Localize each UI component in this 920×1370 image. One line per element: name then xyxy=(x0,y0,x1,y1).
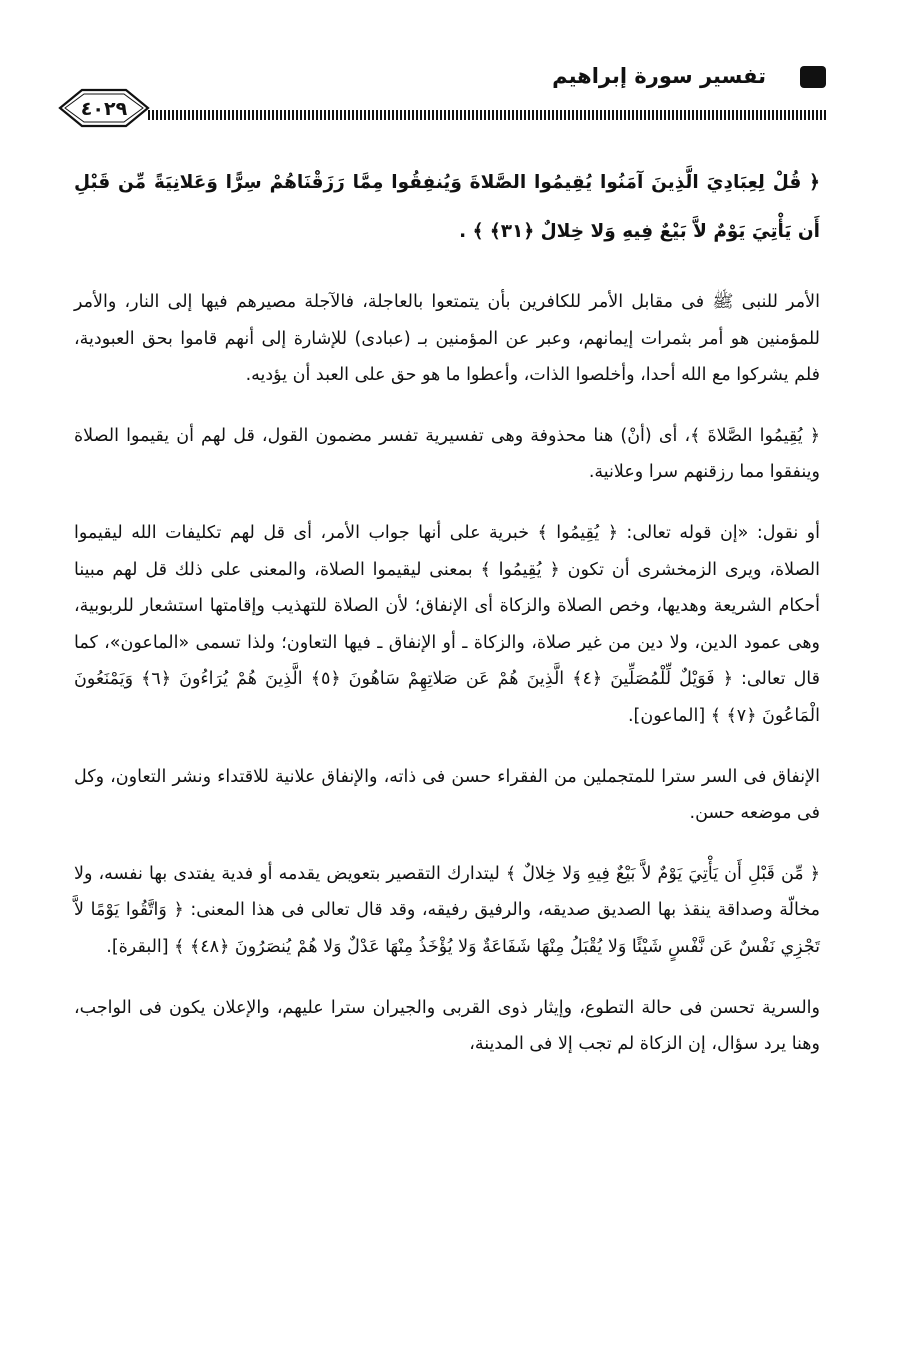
commentary-paragraph: والسرية تحسن فى حالة التطوع، وإيثار ذوى القربى والجيران سترا عليهم، والإعلان يكون فى الواجب، وهنا يرد سؤال، إن الزكاة لم تجب إلا فى المدينة، xyxy=(74,997,820,1055)
header-rule xyxy=(148,110,826,120)
page-number: ٤٠٢٩ xyxy=(80,98,128,120)
commentary-paragraph: ﴿ مِّن قَبْلِ أَن يَأْتِيَ يَوْمٌ لاَّ بَيْعٌ فِيهِ وَلا خِلالٌ ﴾ ليتدارك التقصير بتعويض يقدمه أو فدية يفتدى بها نفسه، ولا مخالّة وصداقة ينقذ بها الصديق صديقه، والرفيق رفيقه، وقد قال تعالى فى هذا المعنى: ﴿ وَاتَّقُوا يَوْمًا لاَّ تَجْزِي نَفْسٌ عَن نَّفْسٍ شَيْئًا وَلا يُقْبَلُ مِنْهَا شَفَاعَةٌ وَلا يُؤْخَذُ مِنْهَا عَدْلٌ وَلا هُمْ يُنصَرُونَ ﴿٤٨﴾ ﴾ [البقرة]. xyxy=(74,863,820,957)
running-title: تفسير سورة إبراهيم xyxy=(552,64,766,88)
commentary-paragraph: الأمر للنبى ﷺ فى مقابل الأمر للكافرين بأن يتمتعوا بالعاجلة، فالآجلة مصيرهم فيها إلى النار، والأمر للمؤمنين هو أمر بثمرات إيمانهم، وعبر عن المؤمنين بـ (عبادى) للإشارة إلى أنهم قاموا بحق العبودية، فلم يشركوا مع الله أحدا، وأخلصوا الذات، وأعطوا ما هو حق على العبد أن يؤديه. xyxy=(74,292,820,386)
commentary-paragraph: الإنفاق فى السر سترا للمتجملين من الفقراء حسن فى ذاته، والإنفاق علانية للاقتداء ونشر التعاون، وكل فى موضعه حسن. xyxy=(74,766,820,824)
page-header xyxy=(56,58,826,128)
page-body xyxy=(74,158,820,1063)
header-ornament-icon xyxy=(800,66,826,88)
commentary-paragraph: ﴿ يُقِيمُوا الصَّلاةَ ﴾، أى (أنْ) هنا محذوفة وهى تفسيرية تفسر مضمون القول، قل لهم أن يقيموا الصلاة وينفقوا مما رزقنهم سرا وعلانية. xyxy=(74,425,820,483)
commentary-paragraph: أو نقول: «إن قوله تعالى: ﴿ يُقِيمُوا ﴾ خبرية على أنها جواب الأمر، أى قل لهم تكليفات الله ليقيموا الصلاة، ويرى الزمخشرى أن تكون ﴿ يُقِيمُوا ﴾ بمعنى ليقيموا الصلاة، والمعنى على ذلك قل لهم مبينا أحكام الشريعة وهديها، وخص الصلاة والزكاة أى الإنفاق؛ لأن الصلاة للتهذيب وإقامتها استشعار للربوبية، وهى عمود الدين، ولا دين من غير صلاة، والزكاة ـ أو الإنفاق ـ فيها التعاون؛ ولذا تسمى «الماعون»، كما قال تعالى: ﴿ فَوَيْلٌ لِّلْمُصَلِّينَ ﴿٤﴾ الَّذِينَ هُمْ عَن صَلاتِهِمْ سَاهُونَ ﴿٥﴾ الَّذِينَ هُمْ يُرَاءُونَ ﴿٦﴾ وَيَمْنَعُونَ الْمَاعُونَ ﴿٧﴾ ﴾ [الماعون]. xyxy=(74,522,820,726)
page-number-badge xyxy=(56,88,152,128)
quranic-verse: ﴿ قُلْ لِعِبَادِيَ الَّذِينَ آمَنُوا يُقِيمُوا الصَّلاةَ وَيُنفِقُوا مِمَّا رَزَقْنَاهُمْ سِرًّا وَعَلانِيَةً مِّن قَبْلِ أَن يَأْتِيَ يَوْمٌ لاَّ بَيْعٌ فِيهِ وَلا خِلالٌ ﴿٣١﴾ ﴾ . xyxy=(74,172,820,242)
